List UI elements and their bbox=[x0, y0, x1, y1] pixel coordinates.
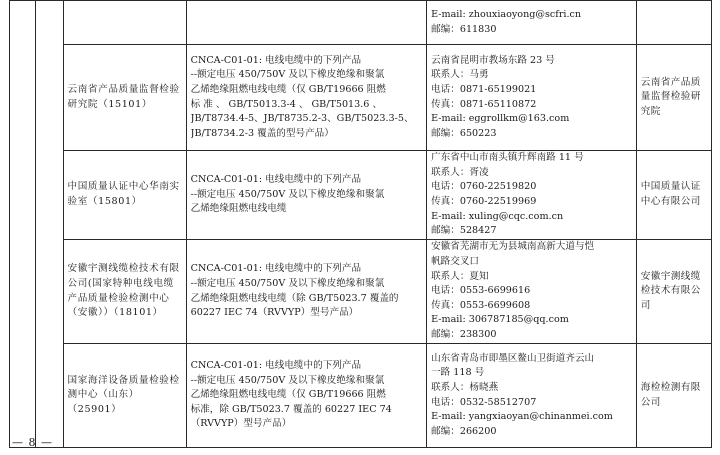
lab-name-cell bbox=[63, 1, 186, 45]
short-name-cell bbox=[636, 1, 711, 45]
scope-line: （RVVYP）型号产品） bbox=[190, 418, 292, 430]
scope-line: CNCA-C01-01: 电线电缆中的下列产品 bbox=[190, 360, 362, 372]
contact-email: E-mail: zhouxiaoyong@scfri.cn bbox=[431, 8, 582, 20]
contact-cell bbox=[427, 45, 637, 151]
contact-person: 联系人：杨晓燕 bbox=[431, 381, 499, 393]
contact-address: 帆路交叉口 bbox=[431, 256, 480, 268]
scope-cell bbox=[186, 45, 426, 151]
subcategory-cell bbox=[36, 1, 63, 448]
lab-name-cell bbox=[63, 344, 186, 448]
contact-cell bbox=[427, 240, 637, 344]
scope-line: 乙烯绝缘阻燃电线电缆（除 GB/T5023.7 覆盖的 bbox=[190, 292, 399, 304]
contact-phone: 电话：0532-58512707 bbox=[431, 396, 537, 408]
scope-line: 标准，除 GB/T5023.7 覆盖的 60227 IEC 74 bbox=[190, 403, 392, 415]
scope-line: JB/T8734.4-5、JB/T8735.2-3、GB/T5023.3-5、 bbox=[190, 113, 414, 125]
table-row bbox=[10, 151, 712, 240]
page-number: — 8 — bbox=[12, 436, 53, 449]
scope-line: 60227 IEC 74（RVVYP）型号产品） bbox=[190, 307, 359, 319]
short-name: 中国质量认证中心有限公司 bbox=[640, 181, 701, 207]
lab-name: 云南省产品质量监督检验研究院（15101） bbox=[67, 83, 180, 110]
contact-fax: 传真：0760-22519969 bbox=[431, 196, 537, 207]
scope-line: --额定电压 450/750V 及以下橡皮绝缘和聚氯 bbox=[190, 277, 385, 289]
scope-line: 乙烯绝缘阻燃电线电缆 bbox=[190, 203, 287, 215]
scope-line: 标 准 、 GB/T5013.3-4 、 GB/T5013.6 、 bbox=[190, 98, 383, 110]
contact-address: 云南省昆明市教场东路 23 号 bbox=[431, 54, 555, 66]
contact-address: 安徽省芜湖市无为县城南高新大道与恺 bbox=[431, 241, 595, 253]
contact-email: E-mail: yangxiaoyan@chinanmei.com bbox=[431, 411, 613, 423]
lab-name: 中国质量认证中心华南实验室（15801） bbox=[67, 181, 180, 207]
scope-cell bbox=[186, 344, 426, 448]
contact-address: 山东省青岛市即墨区鳌山卫街道齐云山 bbox=[431, 352, 595, 364]
short-name: 安徽宇测线缆检技术有限公司 bbox=[640, 270, 701, 311]
contact-address: 一路 118 号 bbox=[431, 367, 485, 379]
short-name-cell bbox=[636, 45, 711, 151]
contact-cell bbox=[427, 344, 637, 448]
lab-name-cell bbox=[63, 45, 186, 151]
table-row bbox=[10, 45, 712, 151]
short-name-cell bbox=[636, 240, 711, 344]
contact-phone: 电话：0760-22519820 bbox=[431, 181, 537, 193]
scope-cell bbox=[186, 240, 426, 344]
scope-line: 乙烯绝缘阻燃电线电缆（仅 GB/T19666 阻燃 bbox=[190, 83, 386, 95]
contact-cell bbox=[427, 151, 637, 240]
contact-fax: 传真：0871-65110872 bbox=[431, 98, 537, 110]
scope-line: 乙烯绝缘阻燃电线电缆（仅 GB/T19666 阻燃 bbox=[190, 389, 386, 401]
contact-person: 联系人：胥凌 bbox=[431, 166, 489, 178]
short-name-cell bbox=[636, 151, 711, 240]
contact-cell bbox=[427, 1, 637, 45]
scope-line: JB/T8734.2-3 覆盖的型号产品） bbox=[190, 127, 334, 139]
contact-email: E-mail: 306787185@qq.com bbox=[431, 314, 569, 326]
contact-fax: 传真：0553-6699608 bbox=[431, 299, 531, 311]
category-cell bbox=[10, 1, 36, 448]
scope-line: --额定电压 450/750V 及以下橡皮绝缘和聚氯 bbox=[190, 374, 385, 386]
contact-postcode: 邮编：611830 bbox=[431, 23, 497, 35]
scope-line: CNCA-C01-01: 电线电缆中的下列产品 bbox=[190, 263, 362, 275]
table-row bbox=[10, 1, 712, 45]
table-row bbox=[10, 344, 712, 448]
short-name: 云南省产品质量监督检验研究院 bbox=[640, 76, 701, 117]
labs-table bbox=[9, 0, 712, 448]
contact-postcode: 邮编：266200 bbox=[431, 425, 497, 437]
lab-name-cell bbox=[63, 240, 186, 344]
contact-phone: 电话：0871-65199021 bbox=[431, 83, 537, 95]
lab-name-cell bbox=[63, 151, 186, 240]
contact-email: E-mail: xuling@cqc.com.cn bbox=[431, 210, 564, 222]
table-row bbox=[10, 240, 712, 344]
short-name-cell bbox=[636, 344, 711, 448]
contact-email: E-mail: eggrollkm@163.com bbox=[431, 113, 570, 125]
scope-line: --额定电压 450/750V 及以下橡皮绝缘和聚氯 bbox=[190, 188, 385, 200]
contact-postcode: 邮编：238300 bbox=[431, 328, 497, 340]
contact-postcode: 邮编：528427 bbox=[431, 225, 497, 237]
contact-person: 联系人：马勇 bbox=[431, 69, 489, 81]
scope-line: CNCA-C01-01: 电线电缆中的下列产品 bbox=[190, 54, 362, 66]
contact-postcode: 邮编：650223 bbox=[431, 127, 497, 139]
scope-line: --额定电压 450/750V 及以下橡皮绝缘和聚氯 bbox=[190, 69, 385, 81]
scope-cell bbox=[186, 1, 426, 45]
contact-person: 联系人：夏知 bbox=[431, 270, 489, 282]
short-name: 海检检测有限公司 bbox=[640, 381, 701, 408]
contact-address: 广东省中山市南头镇升辉南路 11 号 bbox=[431, 152, 584, 164]
lab-name: 安徽宇测线缆检技术有限公司(国家特种电线电缆产品质量检验检测中心（安徽））（18101） bbox=[67, 263, 180, 319]
scope-cell bbox=[186, 151, 426, 240]
lab-name: 国家海洋设备质量检验检测中心（山东）（25901） bbox=[67, 374, 180, 415]
contact-phone: 电话：0553-6699616 bbox=[431, 285, 531, 297]
scope-line: CNCA-C01-01: 电线电缆中的下列产品 bbox=[190, 174, 362, 186]
